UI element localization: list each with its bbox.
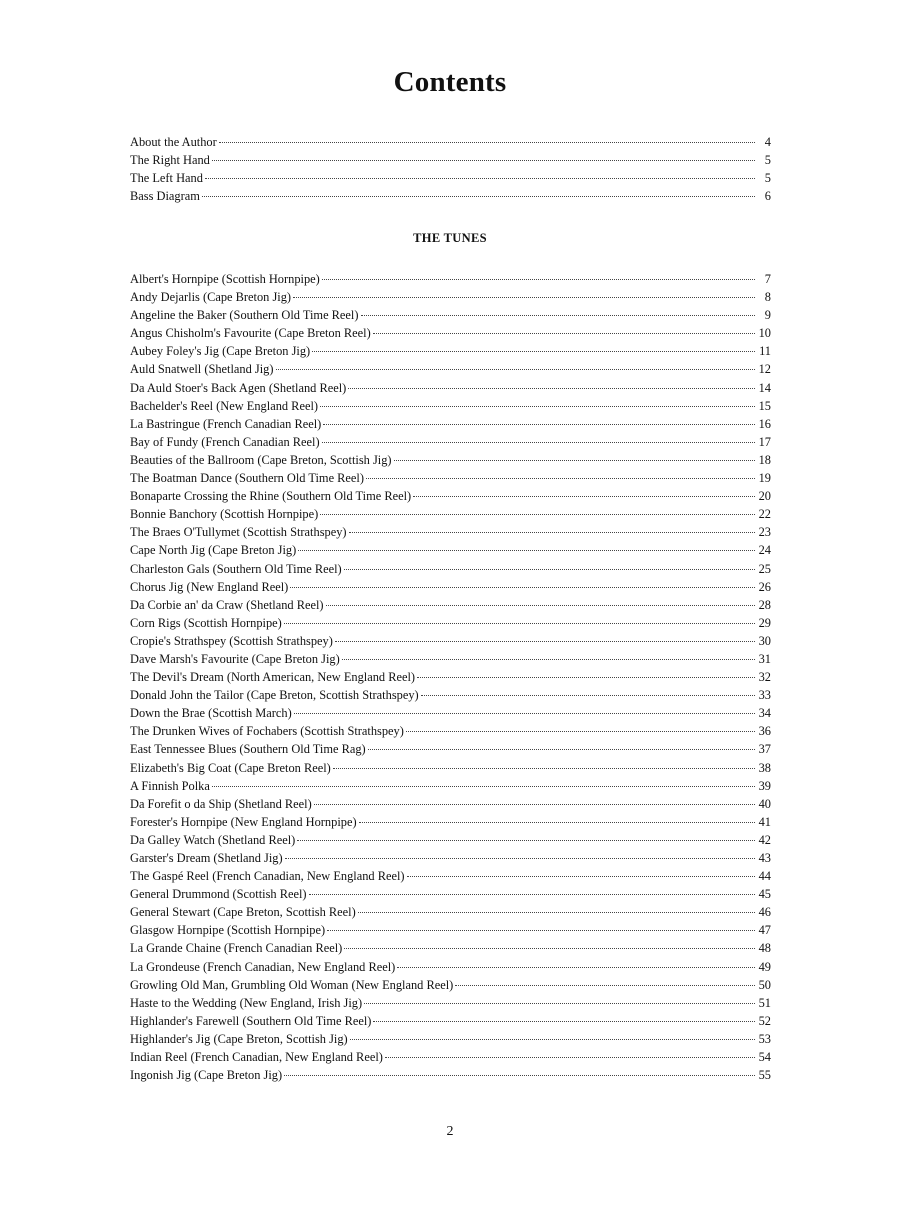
toc-entry [130,976,771,994]
dot-leader [342,659,755,660]
toc-entry-page: 11 [759,344,771,359]
toc-entry-page: 28 [758,597,771,612]
toc-entry-title: Indian Reel (French Canadian, New England Reel) [130,1050,383,1065]
toc-entry-page: 17 [758,434,771,449]
dot-leader [359,822,755,823]
dot-leader [361,315,755,316]
toc-entry-page: 6 [764,189,771,204]
toc-entry-title: Cape North Jig (Cape Breton Jig) [130,543,297,558]
toc-entry [130,541,771,559]
tunes-heading: THE TUNES [413,231,487,245]
toc-entry-title: Charleston Gals (Southern Old Time Reel) [130,561,342,576]
toc-entry-title: Haste to the Wedding (New England, Irish Jig) [130,995,363,1010]
toc-entry [130,722,771,740]
toc-entry-page: 37 [758,742,771,757]
toc-entry-page: 10 [758,326,771,341]
toc-entry [130,614,771,632]
toc-entry [130,133,771,151]
dot-leader [417,677,755,678]
toc-entry [130,921,771,939]
dot-leader [335,641,755,642]
toc-entry-page: 7 [764,272,771,286]
toc-entry [130,831,771,849]
toc-entry [130,505,771,523]
toc-entry-title: About the Author [130,135,217,149]
toc-entry-title: Da Auld Stoer's Back Agen (Shetland Reel) [130,380,347,395]
toc-entry-title: Down the Brae (Scottish March) [130,706,292,721]
dot-leader [320,406,755,407]
toc-entry [130,994,771,1012]
toc-entry-page: 48 [758,941,771,956]
toc-entry-title: La Bastringue (French Canadian Reel) [130,416,322,431]
toc-entry [130,270,771,288]
toc-entry-page: 26 [758,579,771,594]
toc-entry-title: Chorus Jig (New England Reel) [130,579,289,594]
dot-leader [284,1075,755,1076]
toc-entry [130,523,771,541]
dot-leader [455,985,755,986]
toc-entry-page: 43 [758,851,771,865]
dot-leader [333,768,755,769]
toc-entry-page: 9 [764,308,771,323]
dot-leader [368,749,755,750]
dot-leader [293,297,755,298]
toc-entry [130,596,771,614]
toc-entry-page: 54 [758,1050,771,1065]
dot-leader [219,142,755,143]
toc-entry-page: 5 [764,153,771,168]
toc-entry-title: The Gaspé Reel (French Canadian, New England Reel) [130,869,405,884]
toc-entry-page: 53 [758,1031,771,1046]
toc-entry-title: Ingonish Jig (Cape Breton Jig) [130,1068,283,1083]
toc-entry [130,187,771,205]
toc-entry-page: 52 [758,1013,771,1028]
dot-leader [358,912,755,913]
dot-leader [285,858,755,859]
toc-entry-page: 40 [758,796,771,811]
dot-leader [284,623,755,624]
toc-entry [130,1030,771,1048]
toc-entry-page: 50 [758,977,771,992]
toc-entry-page: 23 [758,525,771,540]
toc-entry-page: 22 [758,507,771,522]
toc-entry-title: Highlander's Farewell (Southern Old Time Reel) [130,1013,372,1028]
toc-entry-page: 38 [758,760,771,775]
toc-entry [130,578,771,596]
toc-entry-page: 44 [758,869,771,884]
toc-entry-title: Donald John the Tailor (Cape Breton, Scottish Strathspey) [130,688,419,703]
toc-entry-title: East Tennessee Blues (Southern Old Time Rag) [130,742,366,757]
toc-entry-page: 31 [758,651,771,666]
toc-entry [130,1048,771,1066]
toc-entry-title: Cropie's Strathspey (Scottish Strathspey) [130,633,333,648]
toc-entry-title: Bonaparte Crossing the Rhine (Southern Old Time Reel) [130,489,412,504]
toc-entry [130,360,771,378]
toc-entry-title: Glasgow Hornpipe (Scottish Hornpipe) [130,923,326,938]
toc-entry-page: 16 [758,416,771,431]
toc-entry-page: 41 [758,814,771,829]
toc-entry [130,469,771,487]
dot-leader [385,1057,755,1058]
toc-entry-title: Garster's Dream (Shetland Jig) [130,851,283,865]
toc-entry-page: 47 [758,923,771,938]
toc-entry [130,306,771,324]
toc-entry-page: 4 [764,135,771,149]
dot-leader [349,532,755,533]
dot-leader [413,496,755,497]
dot-leader [314,804,755,805]
toc-entry-title: Bass Diagram [130,189,200,204]
toc-entry-page: 34 [758,706,771,721]
toc-entry-title: Da Corbie an' da Craw (Shetland Reel) [130,597,324,612]
dot-leader [406,731,755,732]
dot-leader [205,178,755,179]
toc-entry-title: The Devil's Dream (North American, New England Reel) [130,670,416,685]
dot-leader [320,514,755,515]
toc-entry [130,1066,771,1084]
dot-leader [322,442,755,443]
toc-entry-title: The Braes O'Tullymet (Scottish Strathspey) [130,525,347,540]
dot-leader [298,550,755,551]
toc-entry [130,650,771,668]
toc-entry [130,151,771,169]
dot-leader [344,948,755,949]
toc-entry-title: Forester's Hornpipe (New England Hornpipe) [130,814,357,829]
toc-entry-title: General Stewart (Cape Breton, Scottish Reel) [130,905,356,920]
toc-entry-title: Bay of Fundy (French Canadian Reel) [130,434,320,449]
toc-entry-title: Bonnie Banchory (Scottish Hornpipe) [130,507,319,522]
dot-leader [366,478,755,479]
dot-leader [290,587,755,588]
toc-entry-title: A Finnish Polka [130,778,210,793]
toc-entry-page: 32 [758,670,771,685]
toc-entry [130,849,771,867]
toc-entry [130,958,771,976]
toc-entry-page: 51 [758,995,771,1010]
toc-entry-page: 18 [758,452,771,467]
toc-entry-title: Highlander's Jig (Cape Breton, Scottish Jig) [130,1031,348,1046]
toc-entry-title: Aubey Foley's Jig (Cape Breton Jig) [130,344,311,359]
toc-entry-page: 29 [758,615,771,630]
toc-entry [130,560,771,578]
toc-entry [130,759,771,777]
toc-entry-page: 12 [758,362,771,377]
page-number: 2 [446,1124,454,1139]
toc-entry-title: Auld Snatwell (Shetland Jig) [130,362,274,377]
toc-entry-page: 20 [758,489,771,504]
dot-leader [421,695,755,696]
toc-entry-page: 5 [764,171,771,186]
toc-entry-title: Dave Marsh's Favourite (Cape Breton Jig) [130,651,340,666]
toc-entry [130,1012,771,1030]
toc-entry [130,740,771,758]
toc-entry-page: 46 [758,905,771,920]
dot-leader [364,1003,755,1004]
dot-leader [322,279,755,280]
toc-entry-title: The Left Hand [130,171,203,186]
dot-leader [348,388,755,389]
toc-entry [130,342,771,360]
dot-leader [397,967,755,968]
toc-entry [130,433,771,451]
toc-entry [130,169,771,187]
dot-leader [373,333,755,334]
toc-entry [130,777,771,795]
dot-leader [373,1021,755,1022]
toc-entry [130,885,771,903]
toc-entry-page: 15 [758,398,771,413]
toc-entry-page: 55 [758,1068,771,1083]
toc-entry-title: Elizabeth's Big Coat (Cape Breton Reel) [130,760,331,775]
toc-entry-title: General Drummond (Scottish Reel) [130,887,307,902]
dot-leader [407,876,755,877]
dot-leader [294,713,755,714]
toc-entry-page: 45 [758,887,771,902]
dot-leader [312,351,755,352]
tunes-list [130,270,771,1084]
toc-entry-page: 33 [758,688,771,703]
dot-leader [344,569,755,570]
toc-entry [130,487,771,505]
dot-leader [326,605,755,606]
toc-entry [130,813,771,831]
toc-entry [130,867,771,885]
dot-leader [309,894,755,895]
toc-entry-title: Angus Chisholm's Favourite (Cape Breton Reel) [130,326,371,341]
front-matter-list [130,133,771,205]
toc-entry-title: Da Galley Watch (Shetland Reel) [130,832,296,847]
toc-entry-page: 49 [758,959,771,974]
dot-leader [276,369,755,370]
toc-entry [130,668,771,686]
toc-entry [130,704,771,722]
dot-leader [297,840,755,841]
dot-leader [212,160,755,161]
dot-leader [202,196,755,197]
dot-leader [350,1039,755,1040]
toc-entry-title: Corn Rigs (Scottish Hornpipe) [130,615,282,630]
page-title: Contents [393,66,507,98]
toc-entry-title: Beauties of the Ballroom (Cape Breton, Scottish Jig) [130,452,392,467]
toc-entry [130,795,771,813]
toc-entry [130,451,771,469]
toc-entry-title: La Grondeuse (French Canadian, New England Reel) [130,959,396,974]
toc-entry [130,632,771,650]
toc-entry-title: La Grande Chaine (French Canadian Reel) [130,941,343,956]
toc-entry [130,324,771,342]
toc-entry [130,379,771,397]
dot-leader [323,424,755,425]
toc-entry-title: Da Forefit o da Ship (Shetland Reel) [130,796,312,811]
toc-entry [130,288,771,306]
toc-entry-title: The Boatman Dance (Southern Old Time Reel) [130,471,364,486]
toc-entry-page: 25 [758,561,771,576]
toc-entry-title: The Right Hand [130,153,210,168]
toc-entry-page: 14 [758,380,771,395]
toc-entry-title: Andy Dejarlis (Cape Breton Jig) [130,290,292,305]
toc-entry-title: The Drunken Wives of Fochabers (Scottish Strathspey) [130,724,404,739]
toc-entry [130,903,771,921]
toc-entry-page: 19 [758,471,771,486]
dot-leader [394,460,755,461]
toc-entry-page: 42 [758,832,771,847]
toc-entry-page: 36 [758,724,771,739]
toc-entry-page: 30 [758,633,771,648]
toc-entry [130,939,771,957]
toc-entry-page: 8 [764,290,771,305]
toc-entry-title: Angeline the Baker (Southern Old Time Reel) [130,308,359,323]
dot-leader [212,786,755,787]
toc-entry-title: Albert's Hornpipe (Scottish Hornpipe) [130,272,320,286]
toc-entry [130,686,771,704]
toc-entry-page: 24 [758,543,771,558]
toc-entry [130,415,771,433]
toc-entry-page: 39 [758,778,771,793]
toc-entry [130,397,771,415]
toc-entry-title: Growling Old Man, Grumbling Old Woman (New England Reel) [130,977,454,992]
toc-entry-title: Bachelder's Reel (New England Reel) [130,398,319,413]
dot-leader [327,930,755,931]
